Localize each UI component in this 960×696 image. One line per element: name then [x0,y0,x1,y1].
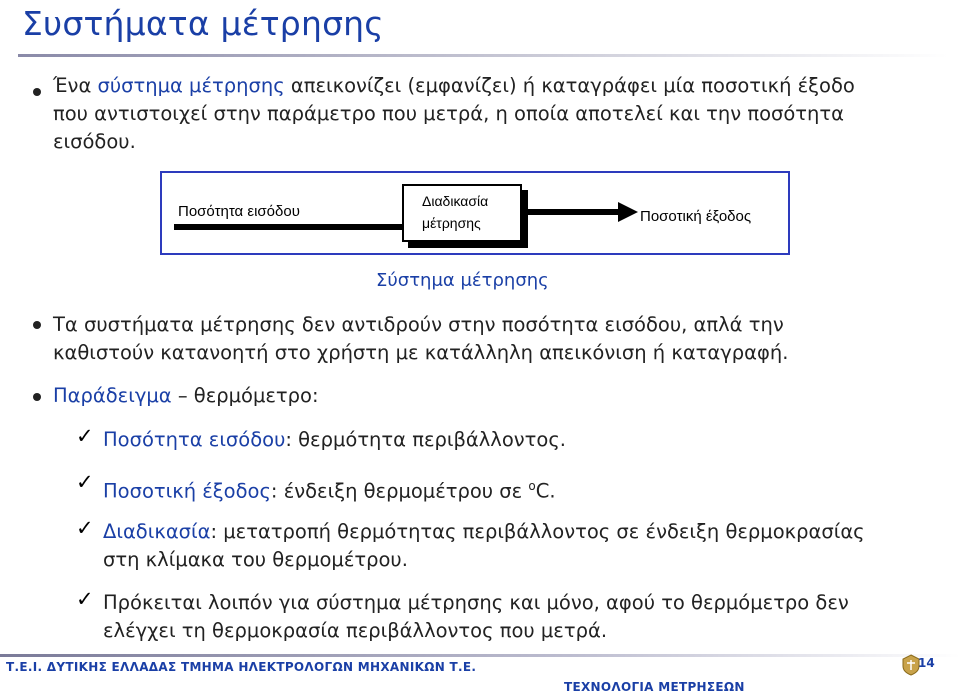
page-number: 14 [918,656,935,670]
measurement-system-diagram [160,171,790,255]
process-label-line-1: Διαδικασία [422,193,489,209]
footer-divider [0,654,960,657]
bullet-1-line-2: που αντιστοιχεί στην παράμετρο που μετρά, η οποία αποτελεί και την ποσότητα [53,102,844,125]
check-2-rest: : ένδειξη θερμομέτρου σε [270,479,529,503]
bullet-1-marker [33,88,41,96]
check-icon: ✓ [76,587,94,611]
check-2-highlight: Ποσοτική έξοδος [103,479,271,503]
bullet-1-line-1-rest: απεικονίζει (εμφανίζει) ή καταγράφει μία ποσοτική έξοδο [284,74,855,97]
bullet-2-line-1: Τα συστήματα μέτρησης δεν αντιδρούν στην ποσότητα εισόδου, απλά την [53,313,784,336]
check-3-line-2: στη κλίμακα του θερμομέτρου. [103,548,408,571]
bullet-1-text [53,72,855,156]
diagram-input-label: Ποσότητα εισόδου [178,203,300,220]
bullet-1-highlight: σύστημα μέτρησης [97,74,285,97]
footer-institution: Τ.Ε.Ι. ΔΥΤΙΚΗΣ ΕΛΛΑΔΑΣ ΤΜΗΜΑ ΗΛΕΚΤΡΟΛΟΓΩΝ ΜΗΧΑΝΙΚΩΝ Τ.Ε. [6,660,477,674]
slide-title: Συστήματα μέτρησης [22,4,384,43]
check-item-1 [103,426,566,454]
process-box [402,184,522,242]
bullet-3-text [53,382,319,410]
check-icon: ✓ [76,424,94,448]
bullet-3-marker [33,393,41,401]
process-label-line-2: μέτρησης [422,215,481,231]
check-4-line-1: Πρόκειται λοιπόν για σύστημα μέτρησης και μόνο, αφού το θερμόμετρο δεν [103,591,849,614]
check-icon: ✓ [76,470,94,494]
check-4-line-2: ελέγχει τη θερμοκρασία περιβάλλοντος που μετρά. [103,619,608,642]
check-item-2 [103,472,556,506]
diagram-output-label: Ποσοτική έξοδος [640,208,752,225]
bullet-3-rest: – θερμόμετρο: [171,384,319,407]
bullet-2-marker [33,321,41,329]
bullet-1-line-1 [53,72,855,100]
check-2-tail: C. [535,479,556,503]
bullet-2-text [53,311,788,367]
footer-course: ΤΕΧΝΟΛΟΓΙΑ ΜΕΤΡΗΣΕΩΝ [564,680,745,694]
check-item-3 [103,518,865,574]
diagram-caption: Σύστημα μέτρησης [376,270,549,291]
output-arrow-head-icon [618,202,638,222]
degree-superscript: o [528,479,536,493]
bullet-2-line-2: καθιστούν κατανοητή στο χρήστη με κατάλληλη απεικόνιση ή καταγραφή. [53,341,789,364]
title-divider [18,54,948,57]
check-3-highlight: Διαδικασία [103,520,211,543]
check-3-rest: : μετατροπή θερμότητας περιβάλλοντος σε ένδειξη θερμοκρασίας [210,520,865,543]
bullet-1-prefix: Ένα [53,74,98,97]
input-arrow-line [174,224,404,230]
bullet-3-highlight: Παράδειγμα [53,384,172,407]
check-icon: ✓ [76,516,94,540]
bullet-1-line-3: εισόδου. [53,130,136,153]
check-1-rest: : θερμότητα περιβάλλοντος. [285,428,566,451]
check-item-4 [103,589,849,645]
output-arrow-line [528,209,620,215]
check-3-line-1 [103,518,865,546]
check-1-highlight: Ποσότητα εισόδου [103,428,286,451]
